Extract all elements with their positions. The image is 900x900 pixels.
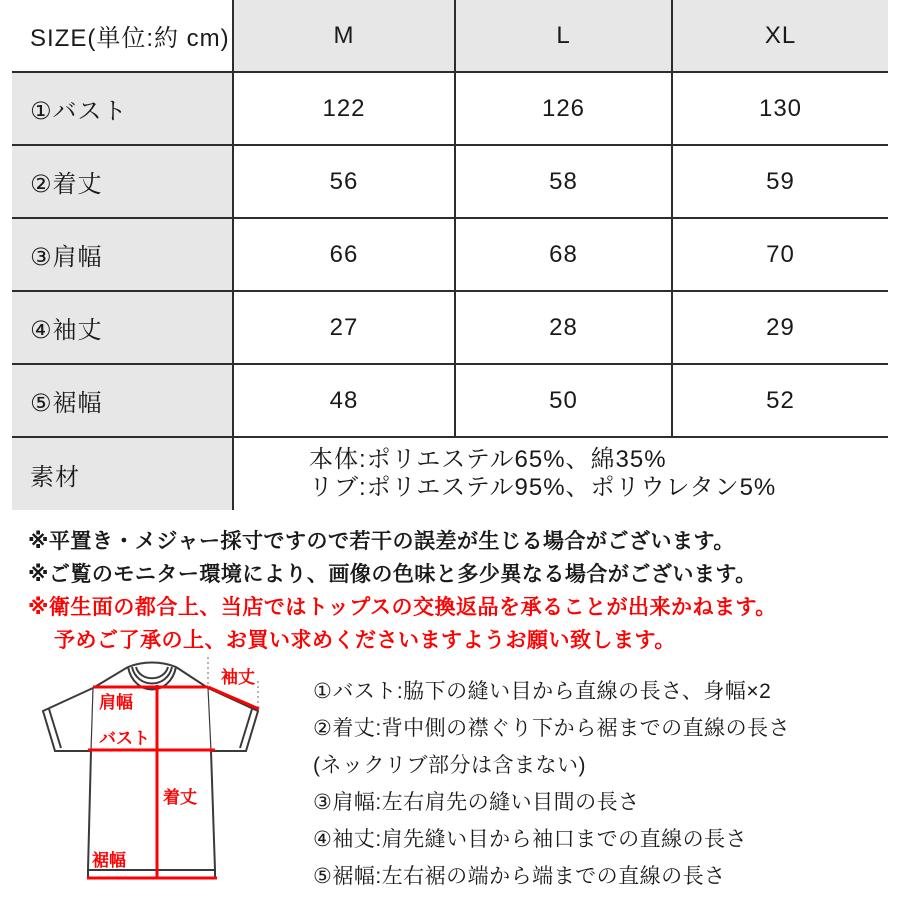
note-monitor-disclaimer: ※ご覧のモニター環境により、画像の色味と多少異なる場合がございます。	[28, 563, 757, 586]
note-measure-disclaimer: ※平置き・メジャー採寸ですので若干の誤差が生じる場合がございます。	[28, 530, 735, 553]
length-l: 58	[455, 145, 672, 218]
guide-length: ②着丈:背中側の襟ぐり下から裾までの直線の長さ	[313, 717, 791, 740]
hem-l: 50	[455, 364, 672, 437]
row-label-material: 素材	[12, 437, 233, 510]
material-line-body: 本体:ポリエステル65%、綿35%	[309, 446, 667, 473]
material-line-rib: リブ:ポリエステル95%、ポリウレタン5%	[309, 474, 777, 501]
bust-m: 122	[233, 72, 455, 145]
guide-length-note: (ネックリブ部分は含まない)	[313, 754, 586, 777]
table-row-sleeve	[12, 291, 888, 364]
row-label-shoulder: ③肩幅	[12, 218, 233, 291]
measurement-guide-block	[313, 673, 790, 895]
hem-width-label: 裾幅	[92, 851, 126, 870]
size-unit-header: SIZE(単位:約 cm)	[12, 0, 233, 72]
table-row-material	[12, 437, 888, 510]
measurement-lines	[87, 685, 259, 878]
row-label-sleeve: ④袖丈	[12, 291, 233, 364]
guide-shoulder: ③肩幅:左右肩先の縫い目間の長さ	[313, 791, 640, 814]
length-xl: 59	[672, 145, 888, 218]
length-m: 56	[233, 145, 455, 218]
sleeve-l: 28	[455, 291, 672, 364]
sleeve-length-label: 袖丈	[221, 668, 255, 687]
table-row-bust	[12, 72, 888, 145]
bust-l: 126	[455, 72, 672, 145]
bust-xl: 130	[672, 72, 888, 145]
guide-hem: ⑤裾幅:左右裾の端から端までの直線の長さ	[313, 865, 726, 888]
shoulder-m: 66	[233, 218, 455, 291]
size-table-header-row	[12, 0, 888, 72]
row-label-hem: ⑤裾幅	[12, 364, 233, 437]
table-row-shoulder	[12, 218, 888, 291]
size-chart-table	[12, 0, 888, 510]
guide-sleeve: ④袖丈:肩先縫い目から袖口までの直線の長さ	[313, 828, 748, 851]
note-please-understand: 予めご了承の上、お買い求めくださいますようお願い致します。	[54, 629, 676, 652]
shoulder-xl: 70	[672, 218, 888, 291]
sleeve-m: 27	[233, 291, 455, 364]
table-row-hem	[12, 364, 888, 437]
size-header-xl: XL	[672, 0, 888, 72]
sleeve-xl: 29	[672, 291, 888, 364]
row-label-length: ②着丈	[12, 145, 233, 218]
table-row-length	[12, 145, 888, 218]
material-content	[233, 437, 888, 510]
hem-m: 48	[233, 364, 455, 437]
guide-bust: ①バスト:脇下の縫い目から直線の長さ、身幅×2	[313, 680, 772, 703]
notes-block	[28, 525, 777, 657]
hem-xl: 52	[672, 364, 888, 437]
bust-label: バスト	[99, 729, 150, 748]
size-header-m: M	[233, 0, 455, 72]
note-no-return: ※衛生面の都合上、当店ではトップスの交換返品を承ることが出来かねます。	[28, 596, 777, 619]
row-label-bust: ①バスト	[12, 72, 233, 145]
sleeve-length-line	[208, 687, 259, 709]
tshirt-measurement-diagram	[25, 655, 270, 897]
length-label: 着丈	[163, 788, 197, 807]
shoulder-width-label: 肩幅	[99, 693, 133, 712]
size-header-l: L	[455, 0, 672, 72]
shoulder-l: 68	[455, 218, 672, 291]
